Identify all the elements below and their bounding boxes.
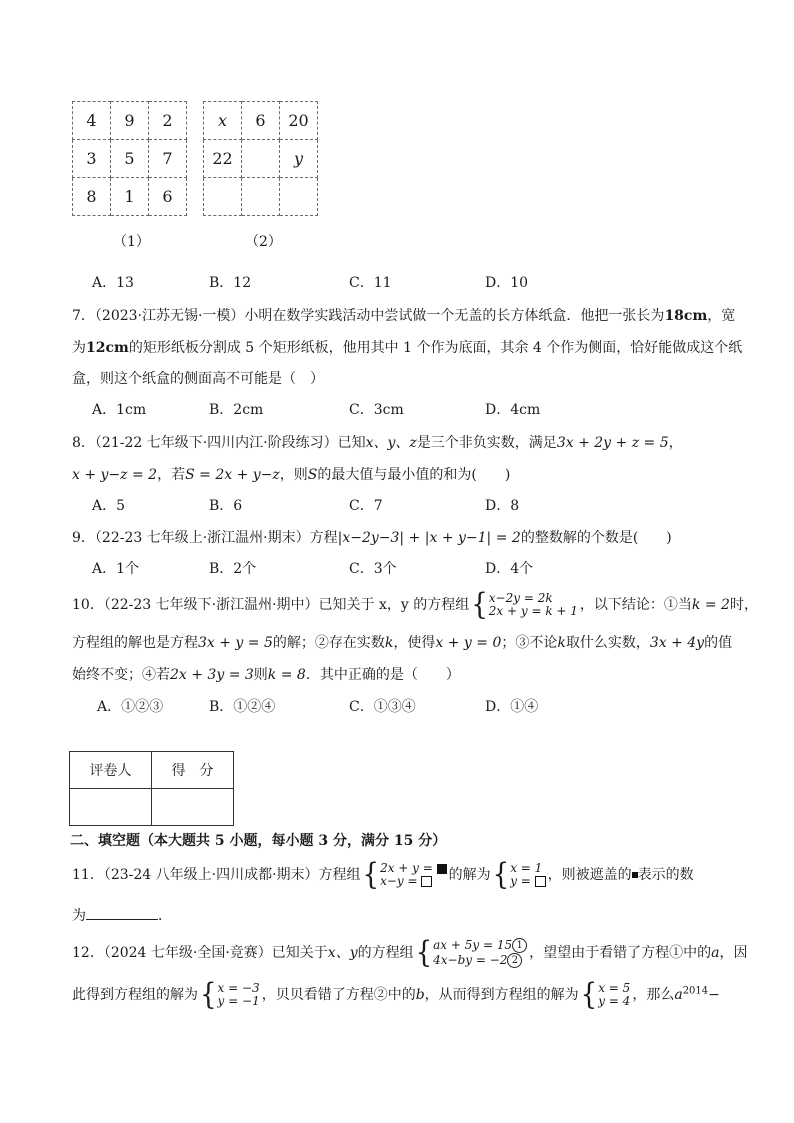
option-b[interactable]: B．①②④	[209, 699, 276, 715]
q11-text: 为	[72, 908, 86, 924]
grid-cell: 6	[242, 102, 280, 140]
q10-text: 的值	[704, 635, 733, 651]
q10-expr: 3x + 4y	[649, 635, 705, 651]
option-a[interactable]: A．1个	[92, 561, 140, 577]
q7-line-1	[72, 305, 735, 325]
q10-eq: x + y = 0	[435, 635, 502, 651]
empty-square-icon	[421, 876, 432, 887]
q8-line-2	[72, 464, 510, 484]
option-b[interactable]: B．2个	[209, 561, 257, 577]
q7-line-2	[72, 337, 742, 357]
score-box	[69, 751, 234, 826]
option-c[interactable]: C．3个	[349, 561, 397, 577]
q10-eq: 3x + y = 5	[198, 635, 273, 651]
q8-s: S	[307, 467, 318, 483]
q11-text: ．	[158, 908, 172, 924]
brace-icon: {	[492, 857, 510, 893]
figure-caption-2: （2）	[245, 234, 282, 250]
brace-icon: {	[362, 857, 380, 893]
grid-cell: x	[204, 102, 242, 140]
q10-cond: k = 2	[691, 597, 730, 613]
q12-a: a	[674, 987, 683, 1003]
q9-text: 的整数解的个数是( )	[520, 530, 672, 546]
q11-line-1	[72, 857, 694, 893]
grid-cell: 20	[280, 102, 318, 140]
option-c[interactable]: C．7	[349, 498, 383, 514]
q12-system	[415, 935, 528, 971]
q12-text: ，望望由于看错了方程①中的	[529, 945, 712, 961]
q10-text: 10．（22-23 七年级下·浙江温州·期中）已知关于 x，y 的方程组	[72, 597, 470, 613]
q7-text: 为	[72, 340, 86, 356]
grid-cell	[242, 140, 280, 178]
q11-solution	[492, 857, 546, 893]
q10-line-2	[72, 632, 732, 652]
q7-text: 7．（2023·江苏无锡·一模）小明在数学实践活动中尝试做一个无盖的长方体纸盒．他把一张长为	[72, 308, 665, 324]
q8-text: 8．（21-22 七年级下·四川内江·阶段练习）已知	[72, 435, 366, 451]
q11-text: 的解为	[448, 867, 491, 883]
option-a[interactable]: A．1cm	[92, 402, 147, 418]
option-b[interactable]: B．12	[209, 275, 252, 291]
option-c[interactable]: C．11	[349, 275, 392, 291]
q12-a: a	[711, 945, 720, 961]
table-row	[70, 752, 234, 789]
option-d[interactable]: D．①④	[485, 699, 539, 715]
q7-text: 的矩形纸板分割成 5 个矩形纸板，他用其中 1 个作为底面，其余 4 个作为侧面，恰好能做成这个纸	[128, 340, 743, 356]
q8-text: 的最大值与最小值的和为( )	[317, 467, 511, 483]
q8-vars: x、y、z	[365, 435, 417, 451]
section-heading: 二、填空题（本大题共 5 小题，每小题 3 分，满分 15 分）	[70, 833, 447, 849]
circled-number-icon: 2	[507, 953, 522, 968]
option-b[interactable]: B．2cm	[209, 402, 264, 418]
q7-text: ，宽	[707, 308, 736, 324]
q8-text: ，若	[157, 467, 186, 483]
brace-icon: {	[415, 935, 433, 971]
grid-cell: y	[280, 140, 318, 178]
option-c[interactable]: C．3cm	[349, 402, 404, 418]
q10-sys-row: x−2y = 2k	[488, 591, 553, 605]
covered-square-icon	[437, 864, 447, 874]
score-cell[interactable]	[152, 789, 234, 826]
q8-line-1	[72, 432, 683, 452]
option-d[interactable]: D．10	[485, 275, 529, 291]
q10-text: 则	[253, 667, 268, 683]
q11-sys-row: 2x + y =	[380, 862, 447, 875]
q12-text: 此得到方程组的解为	[72, 987, 198, 1003]
q7-text: 盒，则这个纸盒的侧面高不可能是（ ）	[72, 371, 324, 387]
q10-text: 时，	[729, 597, 758, 613]
q11-text: 表示的数	[637, 867, 694, 883]
q12-b: b	[415, 987, 425, 1003]
q11-text: ，则被遮盖的	[547, 867, 632, 883]
q10-text: 取什么实数，	[565, 635, 650, 651]
q7-width: 12cm	[86, 340, 129, 356]
q10-line-1	[72, 587, 758, 623]
grid-cell: 5	[111, 140, 149, 178]
q12-line-2	[72, 977, 720, 1013]
q9-line-1	[72, 527, 672, 547]
option-d[interactable]: D．4cm	[485, 402, 541, 418]
q10-text: ，以下结论：①当	[579, 597, 692, 613]
q10-text: ；③不论	[501, 635, 558, 651]
q12-sys-row: ax + 5y = 15 1	[433, 938, 527, 953]
q12-sol-row: y = 4	[598, 994, 631, 1008]
q11-text: 11．（23-24 八年级上·四川成都·期末）方程组	[72, 867, 361, 883]
q11-system	[362, 857, 447, 893]
grid-cell	[280, 178, 318, 216]
table-row	[204, 140, 318, 178]
grid-cell: 2	[149, 102, 187, 140]
grid-cell	[204, 178, 242, 216]
table-row	[204, 178, 318, 216]
option-a[interactable]: A．5	[92, 498, 126, 514]
q10-sys-row: 2x + y = k + 1	[488, 604, 578, 618]
q10-eq: 2x + 3y = 3	[170, 667, 254, 683]
q8-s-def: S = 2x + y−z	[185, 467, 280, 483]
q12-text: ，那么	[632, 987, 675, 1003]
q12-line-1	[72, 935, 748, 971]
brace-icon: {	[200, 977, 217, 1013]
q7-length: 18cm	[664, 308, 708, 324]
table-row	[70, 789, 234, 826]
magic-square-2	[203, 101, 318, 216]
q10-text: 的解；②存在实数	[272, 635, 385, 651]
q12-sol-row: x = −3	[217, 981, 260, 995]
q8-eq2: x + y−z = 2	[72, 467, 158, 483]
q12-solution-2	[580, 977, 631, 1013]
table-row	[204, 102, 318, 140]
grid-cell: 3	[73, 140, 111, 178]
option-c[interactable]: C．①③④	[349, 699, 416, 715]
q11-sol-row: x = 1	[510, 861, 543, 875]
grader-cell[interactable]	[70, 789, 152, 826]
grid-cell	[242, 178, 280, 216]
circled-number-icon: 1	[512, 938, 527, 953]
table-row	[73, 178, 187, 216]
q12-exponent: 2014	[682, 985, 709, 997]
grid-cell: 4	[73, 102, 111, 140]
q12-text: −	[708, 987, 720, 1003]
brace-icon: {	[471, 587, 488, 623]
option-b[interactable]: B．6	[209, 498, 243, 514]
grid-cell: 6	[149, 178, 187, 216]
q7-line-3	[72, 368, 324, 388]
grid-cell: 7	[149, 140, 187, 178]
option-a[interactable]: A．①②③	[97, 699, 164, 715]
q10-k: k	[384, 635, 394, 651]
q10-system	[471, 587, 578, 623]
q12-sys-row: 4x−by = −2 2	[433, 953, 527, 968]
option-d[interactable]: D．8	[485, 498, 520, 514]
empty-square-icon	[535, 876, 546, 887]
q12-vars: x、y	[327, 945, 358, 961]
q8-eq1: 3x + 2y + z = 5	[556, 435, 669, 451]
q9-equation: |x−2y−3| + |x + y−1| = 2	[337, 530, 521, 546]
answer-blank[interactable]	[86, 907, 158, 920]
table-row	[73, 102, 187, 140]
q12-text: 12．（2024 七年级·全国·竞赛）已知关于	[72, 945, 328, 961]
magic-square-1	[72, 101, 187, 216]
figure-caption-1: （1）	[113, 234, 150, 250]
q11-line-2	[72, 905, 172, 925]
table-row	[73, 140, 187, 178]
q10-text: ．其中正确的是（ ）	[305, 667, 460, 683]
q8-text: ，则	[279, 467, 308, 483]
q12-solution-1	[200, 977, 260, 1013]
option-d[interactable]: D．4个	[485, 561, 534, 577]
q10-k: k	[557, 635, 566, 651]
q10-eq: k = 8	[267, 667, 306, 683]
q10-text: 方程组的解也是方程	[72, 635, 198, 651]
q12-sol-row: y = −1	[217, 994, 260, 1008]
grid-cell: 22	[204, 140, 242, 178]
q10-text: ，使得	[393, 635, 436, 651]
option-a[interactable]: A．13	[92, 275, 134, 291]
grid-cell: 8	[73, 178, 111, 216]
q11-sys-row: x−y =	[380, 875, 447, 888]
q12-text: ，贝贝看错了方程②中的	[261, 987, 416, 1003]
q12-text: ，因	[719, 945, 748, 961]
brace-icon: {	[580, 977, 598, 1013]
grader-header: 评卷人	[70, 752, 152, 789]
q9-text: 9．（22-23 七年级上·浙江温州·期末）方程	[72, 530, 338, 546]
q8-text: ，	[668, 435, 683, 451]
grid-cell: 9	[111, 102, 149, 140]
q12-text: 的方程组	[357, 945, 414, 961]
q10-text: 始终不变；④若	[72, 667, 170, 683]
grid-cell: 1	[111, 178, 149, 216]
q12-text: ，从而得到方程组的解为	[424, 987, 579, 1003]
q11-sol-row: y =	[510, 875, 545, 888]
q10-line-3	[72, 664, 460, 684]
score-header: 得 分	[152, 752, 234, 789]
q12-sol-row: x = 5	[598, 981, 631, 995]
q8-text: 是三个非负实数，满足	[416, 435, 557, 451]
